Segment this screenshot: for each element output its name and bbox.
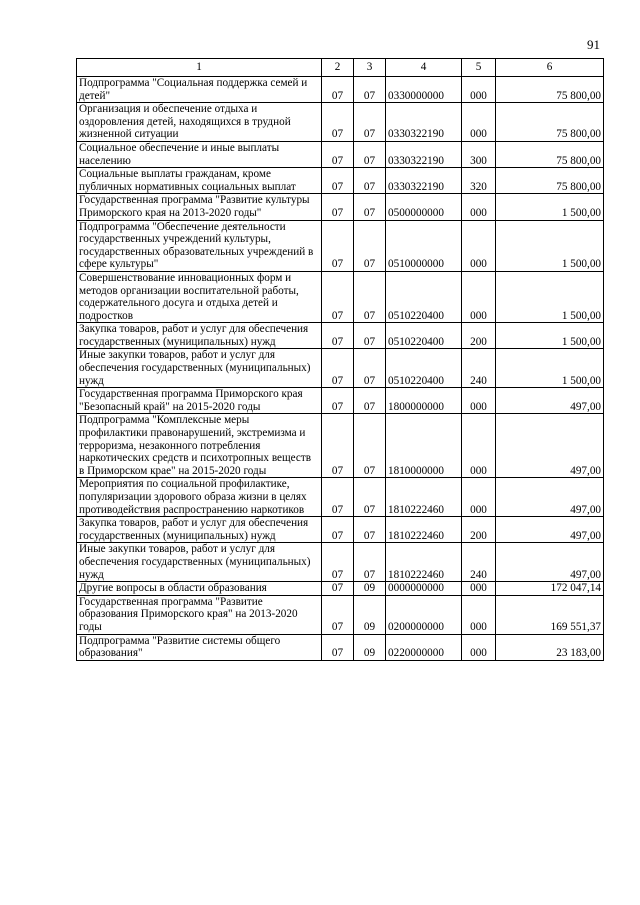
section-cell: 07 — [322, 634, 354, 660]
expense-type-cell: 200 — [462, 517, 496, 543]
target-code-cell: 0330322190 — [386, 141, 462, 167]
subsection-cell: 07 — [354, 414, 386, 478]
table-row — [77, 517, 604, 543]
amount-cell: 497,00 — [496, 478, 604, 517]
table-row — [77, 388, 604, 414]
target-code-cell: 1810222460 — [386, 478, 462, 517]
table-row — [77, 414, 604, 478]
amount-cell: 497,00 — [496, 517, 604, 543]
subsection-cell: 07 — [354, 323, 386, 349]
target-code-cell: 0510000000 — [386, 220, 462, 271]
amount-cell: 1 500,00 — [496, 194, 604, 220]
row-name-cell: Иные закупки товаров, работ и услуг для обеспечения государственных (муниципальных) нужд — [77, 543, 322, 582]
row-name-cell: Социальные выплаты гражданам, кроме публичных нормативных социальных выплат — [77, 168, 322, 194]
expense-type-cell: 200 — [462, 323, 496, 349]
row-name-cell: Подпрограмма "Обеспечение деятельности государственных учреждений культуры, государственных образовательных учреждений в сфере культуры" — [77, 220, 322, 271]
target-code-cell: 0200000000 — [386, 595, 462, 634]
row-name-cell: Государственная программа "Развитие образования Приморского края" на 2013-2020 годы — [77, 595, 322, 634]
budget-table — [76, 58, 604, 661]
amount-cell: 1 500,00 — [496, 349, 604, 388]
target-code-cell: 0510220400 — [386, 323, 462, 349]
table-row — [77, 543, 604, 582]
subsection-cell: 07 — [354, 517, 386, 543]
section-cell: 07 — [322, 595, 354, 634]
subsection-cell: 07 — [354, 349, 386, 388]
amount-cell: 497,00 — [496, 388, 604, 414]
section-cell: 07 — [322, 543, 354, 582]
row-name-cell: Государственная программа "Развитие культуры Приморского края на 2013-2020 годы" — [77, 194, 322, 220]
expense-type-cell: 000 — [462, 271, 496, 322]
row-name-cell: Иные закупки товаров, работ и услуг для обеспечения государственных (муниципальных) нужд — [77, 349, 322, 388]
column-header: 5 — [462, 59, 496, 77]
target-code-cell: 1800000000 — [386, 388, 462, 414]
amount-cell: 497,00 — [496, 414, 604, 478]
row-name-cell: Организация и обеспечение отдыха и оздоровления детей, находящихся в трудной жизненной ситуации — [77, 103, 322, 142]
table-row — [77, 168, 604, 194]
expense-type-cell: 000 — [462, 77, 496, 103]
table-row — [77, 220, 604, 271]
target-code-cell: 1810222460 — [386, 517, 462, 543]
amount-cell: 75 800,00 — [496, 77, 604, 103]
table-row — [77, 582, 604, 596]
table-row — [77, 478, 604, 517]
section-cell: 07 — [322, 194, 354, 220]
amount-cell: 75 800,00 — [496, 141, 604, 167]
subsection-cell: 07 — [354, 388, 386, 414]
section-cell: 07 — [322, 517, 354, 543]
subsection-cell: 07 — [354, 220, 386, 271]
subsection-cell: 07 — [354, 77, 386, 103]
target-code-cell: 0330322190 — [386, 168, 462, 194]
expense-type-cell: 000 — [462, 595, 496, 634]
amount-cell: 1 500,00 — [496, 323, 604, 349]
expense-type-cell: 000 — [462, 103, 496, 142]
expense-type-cell: 000 — [462, 194, 496, 220]
column-header: 3 — [354, 59, 386, 77]
section-cell: 07 — [322, 220, 354, 271]
expense-type-cell: 000 — [462, 634, 496, 660]
section-cell: 07 — [322, 414, 354, 478]
target-code-cell: 0510220400 — [386, 271, 462, 322]
expense-type-cell: 000 — [462, 478, 496, 517]
subsection-cell: 09 — [354, 582, 386, 596]
target-code-cell: 0330322190 — [386, 103, 462, 142]
column-header: 2 — [322, 59, 354, 77]
row-name-cell: Закупка товаров, работ и услуг для обеспечения государственных (муниципальных) нужд — [77, 517, 322, 543]
table-row — [77, 77, 604, 103]
amount-cell: 1 500,00 — [496, 220, 604, 271]
target-code-cell: 1810222460 — [386, 543, 462, 582]
table-row — [77, 141, 604, 167]
expense-type-cell: 000 — [462, 582, 496, 596]
section-cell: 07 — [322, 77, 354, 103]
subsection-cell: 07 — [354, 168, 386, 194]
table-row — [77, 595, 604, 634]
table-row — [77, 194, 604, 220]
amount-cell: 169 551,37 — [496, 595, 604, 634]
row-name-cell: Закупка товаров, работ и услуг для обеспечения государственных (муниципальных) нужд — [77, 323, 322, 349]
subsection-cell: 09 — [354, 634, 386, 660]
expense-type-cell: 000 — [462, 414, 496, 478]
row-name-cell: Подпрограмма "Комплексные меры профилактики правонарушений, экстремизма и терроризма, незаконного потребления наркотических средств и психотропных веществ в Приморском крае" на 2015-2020 годы — [77, 414, 322, 478]
expense-type-cell: 000 — [462, 388, 496, 414]
subsection-cell: 07 — [354, 271, 386, 322]
row-name-cell: Другие вопросы в области образования — [77, 582, 322, 596]
amount-cell: 23 183,00 — [496, 634, 604, 660]
row-name-cell: Социальное обеспечение и иные выплаты населению — [77, 141, 322, 167]
target-code-cell: 0220000000 — [386, 634, 462, 660]
section-cell: 07 — [322, 103, 354, 142]
subsection-cell: 07 — [354, 103, 386, 142]
table-row — [77, 271, 604, 322]
section-cell: 07 — [322, 478, 354, 517]
table-row — [77, 349, 604, 388]
column-header: 4 — [386, 59, 462, 77]
expense-type-cell: 240 — [462, 349, 496, 388]
amount-cell: 75 800,00 — [496, 103, 604, 142]
target-code-cell: 0510220400 — [386, 349, 462, 388]
amount-cell: 172 047,14 — [496, 582, 604, 596]
amount-cell: 1 500,00 — [496, 271, 604, 322]
subsection-cell: 07 — [354, 141, 386, 167]
subsection-cell: 07 — [354, 194, 386, 220]
section-cell: 07 — [322, 271, 354, 322]
amount-cell: 75 800,00 — [496, 168, 604, 194]
expense-type-cell: 000 — [462, 220, 496, 271]
amount-cell: 497,00 — [496, 543, 604, 582]
row-name-cell: Государственная программа Приморского края "Безопасный край" на 2015-2020 годы — [77, 388, 322, 414]
target-code-cell: 0500000000 — [386, 194, 462, 220]
column-header: 6 — [496, 59, 604, 77]
table-header-row — [77, 59, 604, 77]
table-row — [77, 103, 604, 142]
target-code-cell: 1810000000 — [386, 414, 462, 478]
row-name-cell: Подпрограмма "Развитие системы общего образования" — [77, 634, 322, 660]
row-name-cell: Мероприятия по социальной профилактике, популяризации здорового образа жизни в целях противодействия распространению наркотиков — [77, 478, 322, 517]
section-cell: 07 — [322, 168, 354, 194]
expense-type-cell: 240 — [462, 543, 496, 582]
table-row — [77, 323, 604, 349]
section-cell: 07 — [322, 323, 354, 349]
target-code-cell: 0000000000 — [386, 582, 462, 596]
row-name-cell: Подпрограмма "Социальная поддержка семей и детей" — [77, 77, 322, 103]
section-cell: 07 — [322, 349, 354, 388]
expense-type-cell: 300 — [462, 141, 496, 167]
subsection-cell: 09 — [354, 595, 386, 634]
page-number: 91 — [587, 37, 600, 52]
table-row — [77, 634, 604, 660]
expense-type-cell: 320 — [462, 168, 496, 194]
subsection-cell: 07 — [354, 543, 386, 582]
column-header: 1 — [77, 59, 322, 77]
section-cell: 07 — [322, 141, 354, 167]
section-cell: 07 — [322, 388, 354, 414]
section-cell: 07 — [322, 582, 354, 596]
subsection-cell: 07 — [354, 478, 386, 517]
target-code-cell: 0330000000 — [386, 77, 462, 103]
row-name-cell: Совершенствование инновационных форм и методов организации воспитательной работы, содержательного досуга и отдыха детей и подростков — [77, 271, 322, 322]
